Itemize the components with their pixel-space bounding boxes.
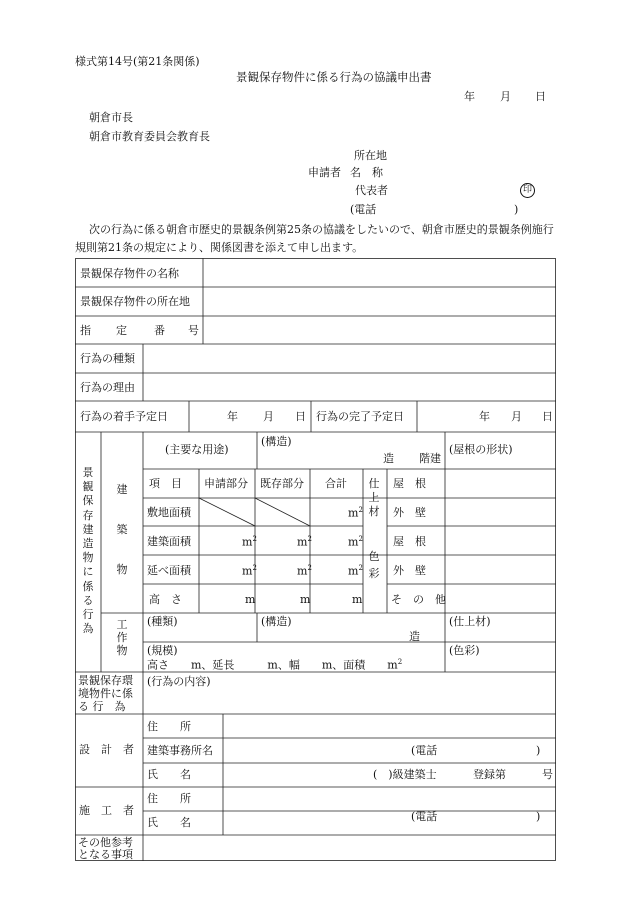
- label-start-date: 行為の着手予定日: [80, 410, 168, 423]
- designer-phone-close: ): [536, 744, 541, 757]
- label-designer: 設 計 者: [79, 743, 134, 756]
- seal-mark: 印: [520, 183, 535, 198]
- label-designation-2: 定: [116, 324, 127, 337]
- end-day: 日: [542, 410, 553, 423]
- height-total-unit: m: [352, 593, 363, 606]
- applicant-label: 申請者: [308, 166, 341, 179]
- label-other-ref-1: その他参考: [78, 836, 133, 849]
- building-area-applied-unit: $m^2$: [242, 535, 257, 549]
- label-env-property-1: 景観保存環: [78, 674, 133, 687]
- body-text-line2: 規則第21条の規定により、関係図書を添えて申し出ます。: [75, 241, 364, 254]
- height-existing-unit: m: [300, 593, 311, 606]
- label-structure-obj: 工作物: [116, 618, 128, 657]
- label-height: 高 さ: [149, 593, 182, 606]
- date-month: 月: [500, 90, 511, 103]
- label-floor-area: 延べ面積: [147, 564, 191, 577]
- label-contractor: 施 工 者: [79, 804, 134, 817]
- label-roof-1: 屋 根: [393, 477, 426, 490]
- label-designation-3: 番: [154, 324, 165, 337]
- form-table: [75, 258, 556, 861]
- applicant-rep-label: 代表者: [355, 184, 388, 197]
- label-designer-name: 氏 名: [147, 768, 191, 781]
- label-finish-paren: (仕上材): [449, 615, 491, 628]
- label-office-name: 建築事務所名: [147, 744, 213, 757]
- applicant-phone-open: (電話: [350, 203, 377, 216]
- label-designation-1: 指: [80, 324, 91, 337]
- label-other: そ の 他: [391, 593, 446, 606]
- label-action-reason: 行為の理由: [80, 381, 135, 394]
- label-site-area: 敷地面積: [147, 506, 191, 519]
- label-structure: (構造): [261, 435, 292, 448]
- label-architect: ( )級建築士: [373, 768, 437, 781]
- building-area-total-unit: $m^2$: [348, 535, 363, 549]
- height-applied-unit: m: [245, 593, 256, 606]
- label-designer-address: 住 所: [147, 720, 191, 733]
- addressee-mayor: 朝倉市長: [89, 111, 133, 124]
- label-action-type: 行為の種類: [80, 352, 135, 365]
- end-year: 年: [479, 410, 490, 423]
- label-item: 項 目: [149, 477, 182, 490]
- label-zo: 造: [383, 452, 394, 465]
- label-color: 色彩: [368, 550, 380, 580]
- label-designation-4: 号: [188, 324, 199, 337]
- floor-area-total-unit: $m^2$: [348, 564, 363, 578]
- label-number-suffix: 号: [542, 768, 553, 781]
- start-day: 日: [295, 410, 306, 423]
- applicant-phone-close: ): [514, 203, 519, 216]
- label-contractor-address: 住 所: [147, 792, 191, 805]
- building-area-existing-unit: $m^2$: [297, 535, 312, 549]
- label-env-property-3: る 行 為: [78, 700, 126, 713]
- label-scale: (規模): [147, 644, 178, 657]
- label-property-location: 景観保存物件の所在地: [80, 295, 190, 308]
- floor-area-existing-unit: $m^2$: [297, 564, 312, 578]
- label-wall-2: 外 壁: [393, 564, 426, 577]
- label-applied-part: 申請部分: [204, 477, 248, 490]
- label-finish-material: 仕上材: [368, 477, 380, 519]
- label-building: 建築物: [116, 483, 128, 576]
- label-property-name: 景観保存物件の名称: [80, 267, 179, 280]
- designer-phone-open: (電話: [411, 744, 438, 757]
- contractor-phone-close: ): [536, 810, 541, 823]
- label-building-area: 建築面積: [147, 535, 191, 548]
- label-env-property-2: 境物件に係: [78, 687, 133, 700]
- floor-area-applied-unit: $m^2$: [242, 564, 257, 578]
- contractor-phone-open: (電話: [411, 810, 438, 823]
- label-roof-2: 屋 根: [393, 535, 426, 548]
- end-month: 月: [511, 410, 522, 423]
- applicant-name-label: 名 称: [350, 166, 383, 179]
- document-title: 景観保存物件に係る行為の協議申出書: [236, 70, 432, 84]
- label-zo-2: 造: [409, 630, 420, 643]
- body-text-line1: 次の行為に係る朝倉市歴史的景観条例第25条の協議をしたいので、朝倉市歴史的景観条例施行: [89, 223, 554, 236]
- site-area-total-unit: $m^2$: [348, 506, 363, 520]
- form-number: 様式第14号(第21条関係): [75, 55, 200, 68]
- applicant-address-label: 所在地: [354, 149, 387, 162]
- label-building-section: 景観保存建造物に係る行為: [82, 466, 94, 636]
- label-existing-part: 既存部分: [260, 477, 304, 490]
- label-other-ref-2: となる事項: [78, 848, 133, 861]
- addressee-education: 朝倉市教育委員会教育長: [89, 130, 210, 143]
- label-total: 合計: [325, 477, 347, 490]
- label-color-paren: (色彩): [449, 644, 480, 657]
- label-wall-1: 外 壁: [393, 506, 426, 519]
- label-structure-2: (構造): [261, 615, 292, 628]
- label-roof-shape: (屋根の形状): [449, 443, 513, 456]
- scale-detail: 高さ m、延長 m、幅 m、面積 $m^2$: [147, 658, 403, 672]
- label-main-use: (主要な用途): [165, 443, 229, 456]
- label-contractor-name: 氏 名: [147, 816, 191, 829]
- label-kind: (種類): [147, 615, 178, 628]
- start-year: 年: [227, 410, 238, 423]
- date-day: 日: [535, 90, 546, 103]
- date-year: 年: [464, 90, 475, 103]
- start-month: 月: [263, 410, 274, 423]
- label-action-content: (行為の内容): [147, 675, 211, 688]
- label-end-date: 行為の完了予定日: [316, 410, 404, 423]
- label-floors: 階建: [419, 452, 441, 465]
- label-registration: 登録第: [473, 768, 506, 781]
